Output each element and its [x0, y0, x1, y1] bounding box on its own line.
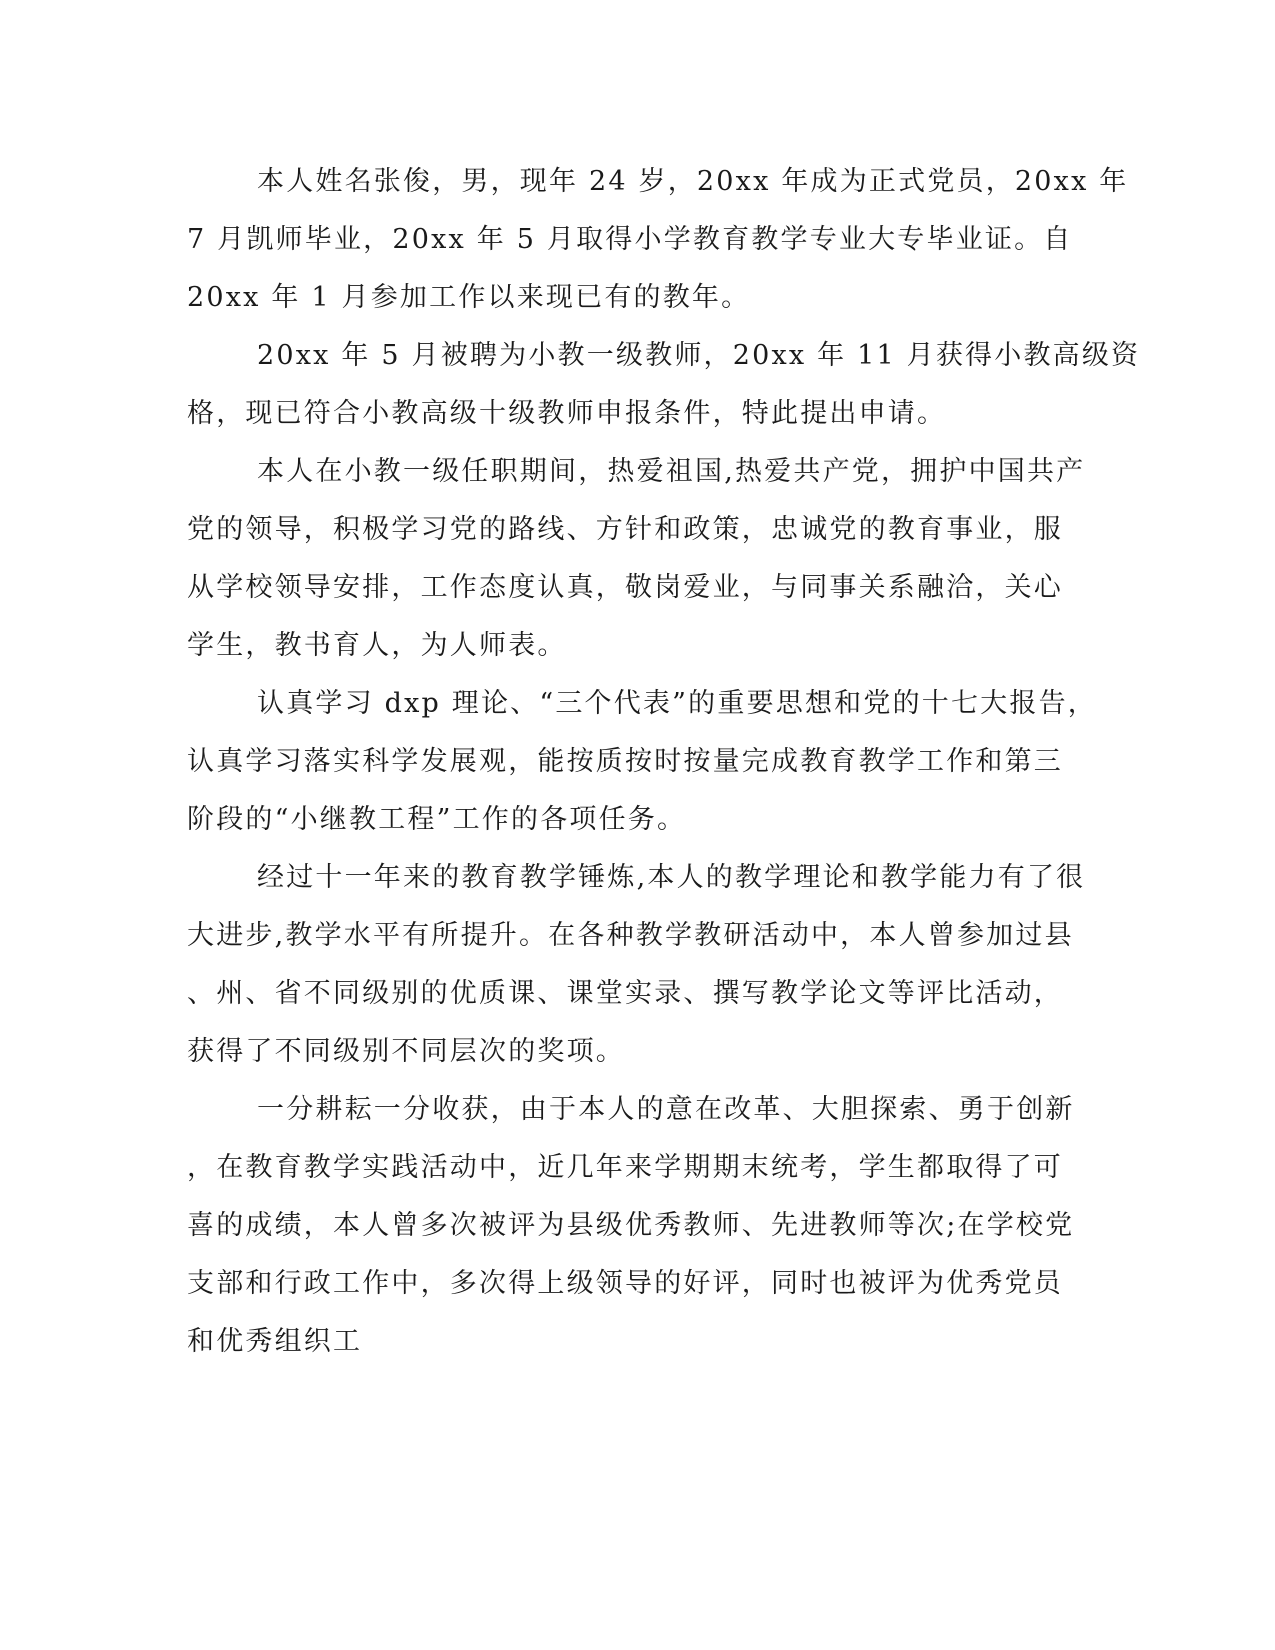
text-line: 20xx 年 5 月被聘为小教一级教师，20xx 年 11 月获得小教高级资 [257, 340, 1141, 371]
text-line: 经过十一年来的教育教学锤炼,本人的教学理论和教学能力有了很 [257, 862, 1086, 893]
text-line: 本人在小教一级任职期间，热爱祖国,热爱共产党，拥护中国共产 [257, 456, 1086, 487]
text-line: 党的领导，积极学习党的路线、方针和政策，忠诚党的教育事业，服 [187, 514, 1063, 545]
text-line: 认真学习 dxp 理论、“三个代表”的重要思想和党的十七大报告， [257, 688, 1097, 719]
text-line: 一分耕耘一分收获，由于本人的意在改革、大胆探索、勇于创新 [257, 1094, 1075, 1125]
text-line: 20xx 年 1 月参加工作以来现已有的教年。 [187, 282, 751, 313]
text-line: 支部和行政工作中，多次得上级领导的好评，同时也被评为优秀党员 [187, 1268, 1063, 1299]
text-line: 7 月凯师毕业，20xx 年 5 月取得小学教育教学专业大专毕业证。自 [187, 224, 1073, 255]
text-line: 、州、省不同级别的优质课、课堂实录、撰写教学论文等评比活动， [187, 978, 1063, 1009]
text-line: 从学校领导安排，工作态度认真，敬岗爱业，与同事关系融洽，关心 [187, 572, 1063, 603]
text-line: 喜的成绩，本人曾多次被评为县级优秀教师、先进教师等次;在学校党 [187, 1210, 1075, 1241]
text-line: 本人姓名张俊，男，现年 24 岁，20xx 年成为正式党员，20xx 年 [257, 166, 1129, 197]
text-line: 格，现已符合小教高级十级教师申报条件，特此提出申请。 [187, 398, 947, 429]
text-line: 认真学习落实科学发展观，能按质按时按量完成教育教学工作和第三 [187, 746, 1063, 777]
text-line: 大进步,教学水平有所提升。在各种教学教研活动中，本人曾参加过县 [187, 920, 1074, 951]
text-line: 和优秀组织工 [187, 1326, 363, 1357]
text-line: ，在教育教学实践活动中，近几年来学期期末统考，学生都取得了可 [187, 1152, 1063, 1183]
text-line: 获得了不同级别不同层次的奖项。 [187, 1036, 625, 1067]
text-line: 学生，教书育人，为人师表。 [187, 630, 567, 661]
text-line: 阶段的“小继教工程”工作的各项任务。 [187, 804, 687, 835]
